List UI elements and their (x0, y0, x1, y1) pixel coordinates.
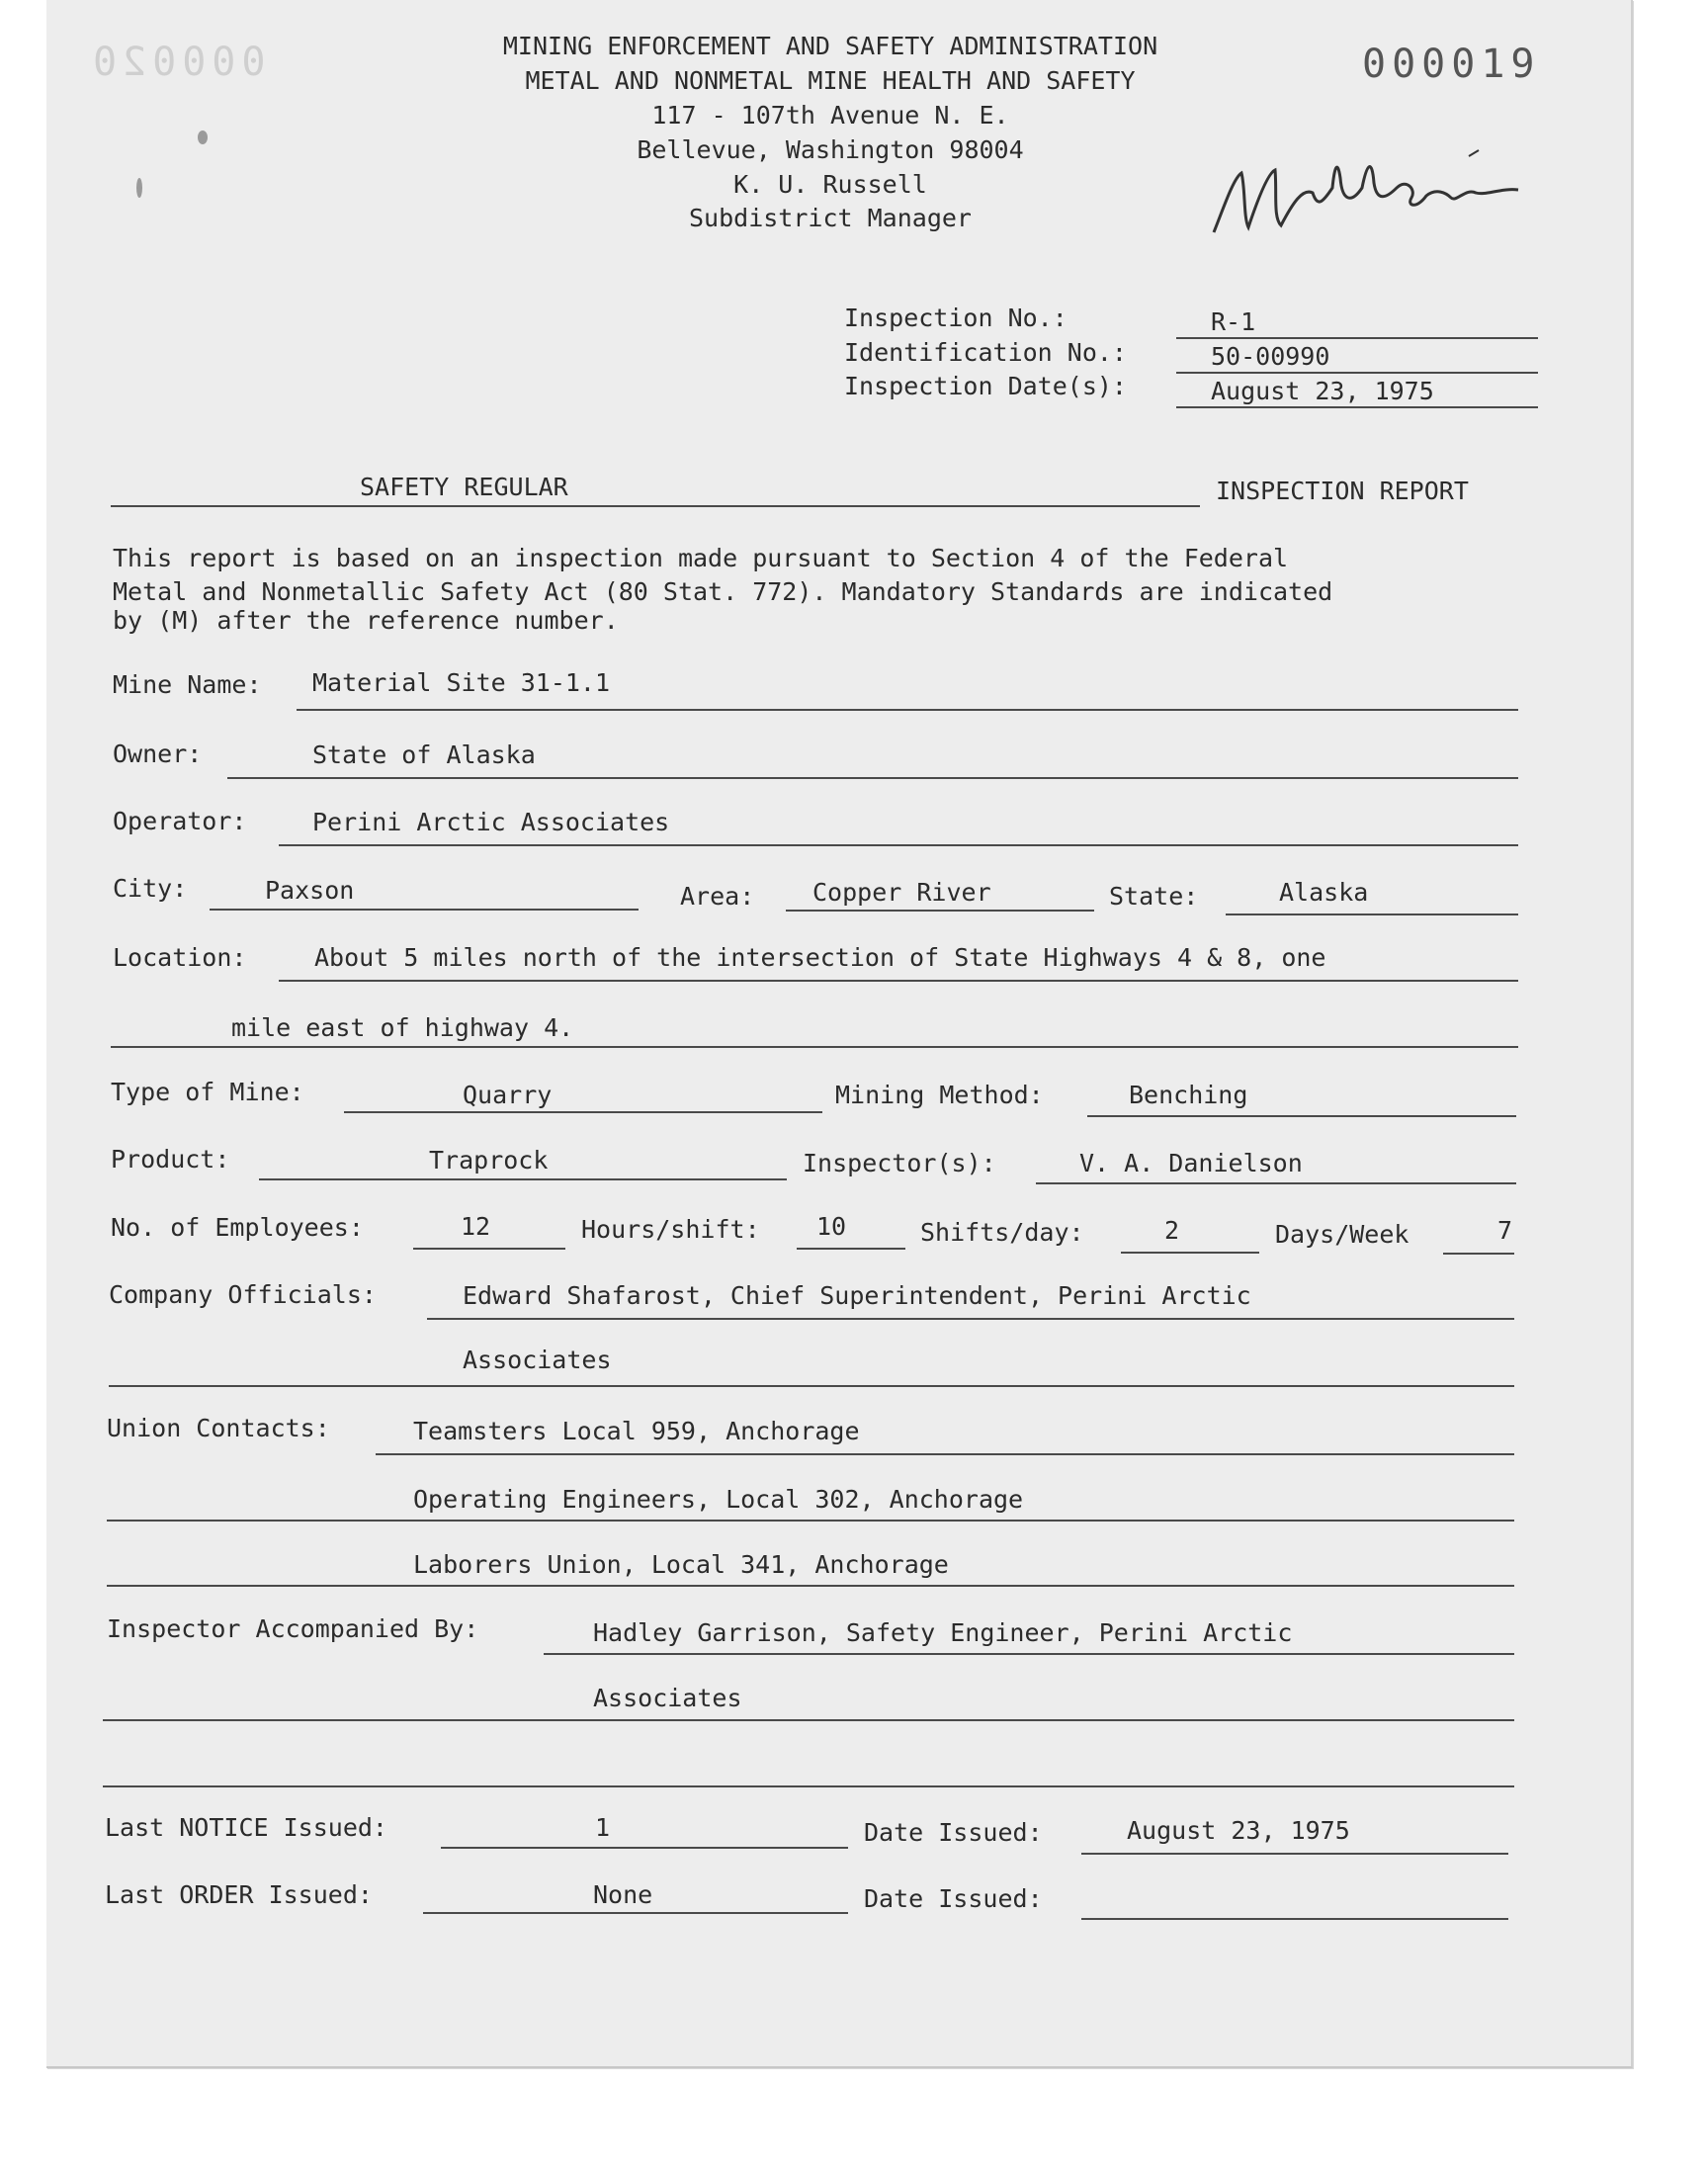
days-week-label: Days/Week (1275, 1220, 1409, 1249)
identification-no-line (1176, 372, 1538, 374)
owner-line (227, 777, 1518, 779)
mine-name-line (297, 709, 1518, 711)
union-contacts-label: Union Contacts: (107, 1414, 330, 1442)
union-contact-3: Laborers Union, Local 341, Anchorage (413, 1550, 949, 1579)
division-name: METAL AND NONMETAL MINE HEALTH AND SAFETY (525, 66, 1136, 95)
accompanied-by-line-1 (544, 1653, 1514, 1655)
city-line (210, 909, 639, 911)
identification-no-value: 50-00990 (1211, 342, 1330, 371)
mining-method-line (1087, 1115, 1516, 1117)
last-notice-line (441, 1847, 848, 1849)
order-date-label: Date Issued: (864, 1884, 1043, 1913)
location-line-2 (111, 1046, 1518, 1048)
accompanied-by-value-2: Associates (593, 1684, 742, 1712)
union-contact-2: Operating Engineers, Local 302, Anchorage (413, 1485, 1024, 1514)
inspection-date-value: August 23, 1975 (1211, 377, 1434, 405)
last-order-line (423, 1912, 848, 1914)
location-line-1 (279, 980, 1518, 982)
company-officials-line-1 (427, 1318, 1514, 1320)
manager-name: K. U. Russell (733, 170, 927, 199)
type-of-mine-line (344, 1111, 822, 1113)
bleed-through-number: 000020 (87, 40, 266, 85)
state-line (1226, 914, 1518, 915)
last-notice-value: 1 (595, 1813, 611, 1842)
notice-date-line (1081, 1853, 1508, 1855)
city-value: Paxson (265, 876, 355, 905)
manager-title: Subdistrict Manager (689, 204, 972, 232)
accompanied-by-value-1: Hadley Garrison, Safety Engineer, Perini Arctic (593, 1618, 1293, 1647)
accompanied-by-line-2 (103, 1719, 1514, 1721)
order-date-line (1081, 1918, 1508, 1920)
union-contact-line-2 (107, 1520, 1514, 1522)
report-title: INSPECTION REPORT (1216, 477, 1469, 505)
location-label: Location: (113, 943, 247, 972)
inspector-line (1036, 1182, 1516, 1184)
employees-line (413, 1248, 565, 1250)
shifts-day-value: 2 (1164, 1216, 1180, 1245)
report-type: SAFETY REGULAR (360, 473, 568, 501)
operator-value: Perini Arctic Associates (312, 808, 670, 836)
union-contact-line-3 (107, 1585, 1514, 1587)
inspection-date-label: Inspection Date(s): (844, 372, 1127, 400)
intro-line-1: This report is based on an inspection made pursuant to Section 4 of the Federal (113, 544, 1289, 572)
operator-label: Operator: (113, 807, 247, 835)
inspection-no-line (1176, 337, 1538, 339)
notice-date-value: August 23, 1975 (1127, 1816, 1350, 1845)
product-value: Traprock (429, 1146, 549, 1174)
type-of-mine-value: Quarry (463, 1081, 553, 1109)
days-week-line (1443, 1253, 1514, 1255)
last-order-value: None (593, 1880, 653, 1909)
state-label: State: (1109, 882, 1199, 911)
hours-shift-label: Hours/shift: (581, 1215, 760, 1244)
company-officials-value-2: Associates (463, 1346, 612, 1374)
document-number-stamp: 000019 (1362, 42, 1541, 87)
operator-line (279, 844, 1518, 846)
mine-name-label: Mine Name: (113, 670, 262, 699)
last-order-label: Last ORDER Issued: (105, 1880, 373, 1909)
inspection-no-value: R-1 (1211, 307, 1256, 336)
intro-line-2: Metal and Nonmetallic Safety Act (80 Stat. 772). Mandatory Standards are indicated (113, 577, 1333, 606)
inspection-no-label: Inspection No.: (844, 304, 1068, 332)
area-value: Copper River (812, 878, 991, 907)
company-officials-label: Company Officials: (109, 1280, 377, 1309)
address-city: Bellevue, Washington 98004 (637, 135, 1024, 164)
mine-name-value: Material Site 31-1.1 (312, 668, 611, 697)
product-line (259, 1178, 787, 1180)
last-notice-label: Last NOTICE Issued: (105, 1813, 387, 1842)
location-value-1: About 5 miles north of the intersection of State Highways 4 & 8, one (314, 943, 1326, 972)
mining-method-value: Benching (1129, 1081, 1248, 1109)
report-type-line (111, 505, 1200, 507)
state-value: Alaska (1279, 878, 1369, 907)
company-officials-value-1: Edward Shafarost, Chief Superintendent, Perini Arctic (463, 1281, 1251, 1310)
identification-no-label: Identification No.: (844, 338, 1127, 367)
inspector-value: V. A. Danielson (1079, 1149, 1303, 1177)
product-label: Product: (111, 1145, 230, 1174)
mining-method-label: Mining Method: (835, 1081, 1044, 1109)
hours-shift-line (797, 1248, 905, 1250)
accompanied-by-line-3 (103, 1785, 1514, 1787)
type-of-mine-label: Type of Mine: (111, 1078, 304, 1106)
owner-value: State of Alaska (312, 740, 536, 769)
area-line (786, 910, 1094, 912)
city-label: City: (113, 874, 188, 903)
company-officials-line-2 (109, 1385, 1514, 1387)
inspector-label: Inspector(s): (803, 1149, 996, 1177)
days-week-value: 7 (1497, 1216, 1513, 1245)
area-label: Area: (680, 882, 755, 911)
address-street: 117 - 107th Avenue N. E. (651, 101, 1009, 130)
location-value-2: mile east of highway 4. (231, 1013, 574, 1042)
shifts-day-line (1121, 1252, 1259, 1254)
accompanied-by-label: Inspector Accompanied By: (107, 1614, 479, 1643)
intro-line-3: by (M) after the reference number. (113, 606, 619, 635)
hours-shift-value: 10 (816, 1212, 847, 1241)
shifts-day-label: Shifts/day: (920, 1218, 1084, 1247)
inspection-date-line (1176, 406, 1538, 408)
union-contact-1: Teamsters Local 959, Anchorage (413, 1417, 860, 1445)
notice-date-label: Date Issued: (864, 1818, 1043, 1847)
owner-label: Owner: (113, 740, 203, 768)
employees-value: 12 (461, 1212, 491, 1241)
employees-label: No. of Employees: (111, 1213, 364, 1242)
agency-name: MINING ENFORCEMENT AND SAFETY ADMINISTRATION (502, 32, 1158, 60)
union-contact-line-1 (376, 1453, 1514, 1455)
signature-mark (1204, 148, 1530, 247)
